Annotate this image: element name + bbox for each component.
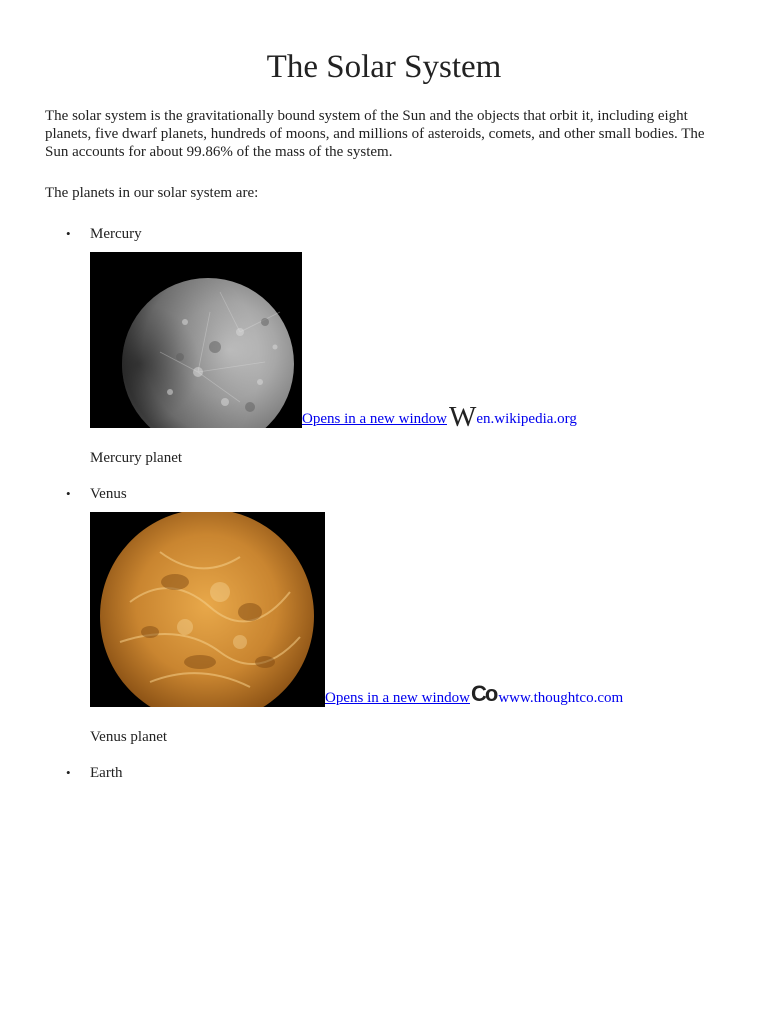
planet-name: Earth <box>90 765 123 781</box>
list-item-mercury <box>45 225 723 467</box>
list-item-venus <box>45 485 723 746</box>
planets-lead-text: The planets in our solar system are: <box>45 185 259 201</box>
planet-list <box>45 225 723 782</box>
mercury-image[interactable] <box>90 252 302 428</box>
media-row <box>90 252 723 433</box>
mercury-caption: Mercury planet <box>90 450 183 466</box>
bullet: • <box>66 226 71 241</box>
mercury-source-link[interactable]: Opens in a new window <box>302 411 447 427</box>
list-item-earth <box>45 764 723 782</box>
venus-image[interactable] <box>90 512 325 707</box>
page-title: The Solar System <box>266 49 502 85</box>
mercury-source-host[interactable]: en.wikipedia.org <box>476 411 577 427</box>
bullet: • <box>66 486 71 501</box>
intro-paragraph: The solar system is the gravitationally bound system of the Sun and the objects that orbit it, including eight planets, five dwarf planets, hundreds of moons, and millions of asteroids, comets, and other small bodies. The Sun accounts for about 99.86% of the mass of the system. <box>45 108 705 160</box>
thoughtco-co-icon: Co <box>470 681 497 706</box>
venus-source-link[interactable]: Opens in a new window <box>325 690 470 706</box>
planet-name: Mercury <box>90 226 142 242</box>
planet-name: Venus <box>90 486 127 502</box>
wikipedia-w-icon: W <box>448 401 477 433</box>
venus-planet-illustration <box>90 512 325 707</box>
bullet: • <box>66 765 71 780</box>
venus-source-host[interactable]: www.thoughtco.com <box>498 690 624 706</box>
mercury-planet-illustration <box>90 252 302 428</box>
venus-caption: Venus planet <box>90 729 168 745</box>
media-row <box>90 512 723 707</box>
